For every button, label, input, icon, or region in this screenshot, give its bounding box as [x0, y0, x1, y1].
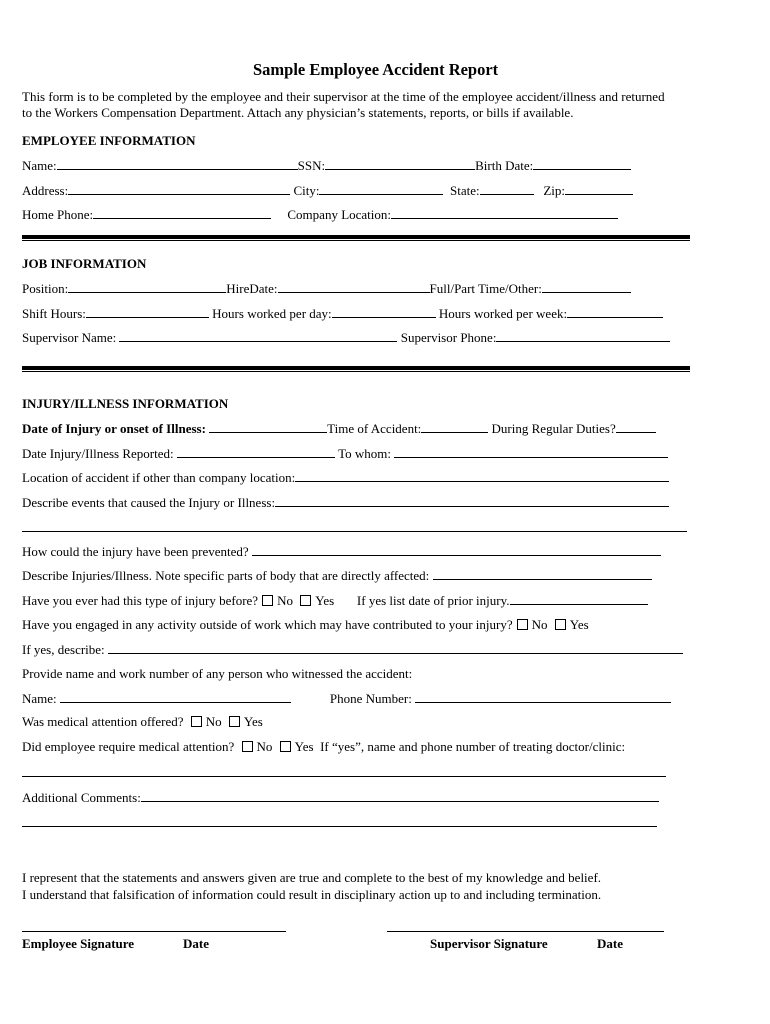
supervisor-signature-line[interactable]: [387, 931, 664, 932]
hours-day-field[interactable]: [332, 305, 436, 318]
job-row-3: [22, 329, 670, 346]
describe-injuries-label: Describe Injuries/Illness. Note specific parts of body that are directly affected:: [22, 568, 430, 583]
name-field[interactable]: [57, 157, 298, 170]
injury-row-had-before: [22, 592, 648, 609]
describe-events-line-2[interactable]: [22, 531, 687, 532]
date-injury-label: Date of Injury or onset of Illness:: [22, 421, 206, 436]
intro-line-1: This form is to be completed by the employee and their supervisor at the time of the employee accident/illness and returned: [22, 89, 665, 104]
date-reported-label: Date Injury/Illness Reported:: [22, 446, 174, 461]
page-title: Sample Employee Accident Report: [253, 60, 499, 79]
employee-signature-label: Employee Signature: [22, 936, 135, 951]
prevented-field[interactable]: [252, 543, 661, 556]
injury-row-prevented: [22, 543, 661, 560]
home-phone-label: Home Phone:: [22, 207, 94, 222]
witness-intro: Provide name and work number of any person who witnessed the accident:: [22, 666, 413, 681]
doctor-info-label: If “yes”, name and phone number of treating doctor/clinic:: [320, 739, 626, 754]
time-accident-label: Time of Accident:: [327, 421, 422, 436]
city-label: City:: [293, 183, 320, 198]
hours-day-label: Hours worked per day:: [212, 306, 332, 321]
location-label: Location of accident if other than company location:: [22, 470, 296, 485]
to-whom-label: To whom:: [338, 446, 392, 461]
supervisor-name-field[interactable]: [119, 329, 397, 342]
supervisor-name-label: Supervisor Name:: [22, 330, 117, 345]
full-part-field[interactable]: [542, 280, 631, 293]
if-yes-describe-field[interactable]: [108, 641, 683, 654]
date-injury-field[interactable]: [209, 420, 327, 433]
full-part-label: Full/Part Time/Other:: [429, 281, 542, 296]
medical-required-label: Did employee require medical attention?: [22, 739, 235, 754]
home-phone-field[interactable]: [93, 206, 271, 219]
employee-section-heading: EMPLOYEE INFORMATION: [22, 133, 196, 148]
address-field[interactable]: [68, 182, 290, 195]
additional-comments-label: Additional Comments:: [22, 790, 141, 805]
supervisor-phone-field[interactable]: [496, 329, 670, 342]
had-before-yes-label: Yes: [315, 593, 335, 608]
supervisor-date-label: Date: [597, 936, 623, 951]
additional-comments-field[interactable]: [141, 789, 659, 802]
medical-offered-row: [22, 714, 263, 730]
medical-offered-yes-label: Yes: [243, 714, 263, 729]
medical-required-no-label: No: [256, 739, 273, 754]
employee-signature-line[interactable]: [22, 931, 286, 932]
employee-row-2: [22, 182, 633, 199]
medical-offered-no-label: No: [205, 714, 222, 729]
hours-week-label: Hours worked per week:: [438, 306, 568, 321]
during-duties-label: During Regular Duties?: [491, 421, 616, 436]
additional-comments-row: [22, 789, 659, 806]
had-before-yes-checkbox[interactable]: [300, 595, 311, 606]
time-accident-field[interactable]: [421, 420, 488, 433]
prevented-label: How could the injury have been prevented?: [22, 544, 249, 559]
job-row-2: [22, 305, 663, 322]
injury-row-reported: [22, 445, 668, 462]
location-field[interactable]: [295, 469, 669, 482]
certification-line-2: I understand that falsification of information could result in disciplinary action up to and including termination.: [22, 887, 602, 902]
address-label: Address:: [22, 183, 69, 198]
phone-number-label: Phone Number:: [329, 691, 412, 706]
had-before-no-label: No: [277, 593, 293, 608]
prior-date-label: If yes list date of prior injury.: [356, 593, 510, 608]
employee-row-1: [22, 157, 631, 174]
medical-required-yes-checkbox[interactable]: [280, 741, 291, 752]
injury-row-describe: [22, 567, 652, 584]
medical-offered-yes-checkbox[interactable]: [229, 716, 240, 727]
medical-required-no-checkbox[interactable]: [242, 741, 253, 752]
hours-week-field[interactable]: [567, 305, 663, 318]
date-reported-field[interactable]: [177, 445, 335, 458]
section-divider-2: [22, 366, 690, 372]
medical-required-row: [22, 739, 625, 755]
outside-activity-yes-label: Yes: [569, 617, 589, 632]
ssn-label: SSN:: [297, 158, 326, 173]
outside-activity-yes-checkbox[interactable]: [555, 619, 566, 630]
injury-row-date: [22, 420, 656, 437]
medical-offered-label: Was medical attention offered?: [22, 714, 184, 729]
additional-comments-line-2[interactable]: [22, 826, 657, 827]
hire-date-field[interactable]: [278, 280, 430, 293]
outside-activity-label: Have you engaged in any activity outside of work which may have contributed to your injury?: [22, 617, 513, 632]
company-location-label: Company Location:: [287, 207, 392, 222]
intro-line-2: to the Workers Compensation Department. Attach any physician’s statements, reports, or bills if available.: [22, 105, 574, 120]
describe-injuries-field[interactable]: [433, 567, 652, 580]
witness-name-label: Name:: [22, 691, 57, 706]
hire-date-label: HireDate:: [226, 281, 278, 296]
outside-activity-no-label: No: [531, 617, 548, 632]
if-yes-describe-label: If yes, describe:: [22, 642, 105, 657]
company-location-field[interactable]: [391, 206, 618, 219]
supervisor-signature-label: Supervisor Signature: [430, 936, 548, 951]
witness-row: [22, 690, 671, 707]
position-label: Position:: [22, 281, 69, 296]
city-field[interactable]: [319, 182, 443, 195]
medical-offered-no-checkbox[interactable]: [191, 716, 202, 727]
state-label: State:: [449, 183, 480, 198]
during-duties-field[interactable]: [616, 420, 656, 433]
injury-row-outside: [22, 617, 589, 633]
prior-date-field[interactable]: [510, 592, 648, 605]
position-field[interactable]: [68, 280, 226, 293]
job-row-1: [22, 280, 631, 297]
had-before-label: Have you ever had this type of injury before?: [22, 593, 259, 608]
shift-hours-field[interactable]: [86, 305, 209, 318]
shift-hours-label: Shift Hours:: [22, 306, 86, 321]
job-section-heading: JOB INFORMATION: [22, 256, 147, 271]
describe-events-field[interactable]: [275, 494, 669, 507]
injury-row-location: [22, 469, 669, 486]
name-label: Name:: [22, 158, 57, 173]
zip-field[interactable]: [565, 182, 633, 195]
to-whom-field[interactable]: [394, 445, 668, 458]
injury-row-events: [22, 494, 669, 511]
medical-required-yes-label: Yes: [294, 739, 314, 754]
birth-date-field[interactable]: [533, 157, 631, 170]
injury-row-if-yes: [22, 641, 683, 658]
section-divider-1: [22, 235, 690, 241]
describe-events-label: Describe events that caused the Injury or Illness:: [22, 495, 276, 510]
doctor-info-line[interactable]: [22, 776, 666, 777]
employee-date-label: Date: [183, 936, 209, 951]
outside-activity-no-checkbox[interactable]: [517, 619, 528, 630]
certification-line-1: I represent that the statements and answers given are true and complete to the best of my knowledge and belief.: [22, 870, 602, 885]
ssn-field[interactable]: [325, 157, 475, 170]
witness-name-field[interactable]: [60, 690, 291, 703]
employee-row-3: [22, 206, 618, 223]
zip-label: Zip:: [543, 183, 566, 198]
state-field[interactable]: [480, 182, 534, 195]
phone-number-field[interactable]: [415, 690, 671, 703]
injury-section-heading: INJURY/ILLNESS INFORMATION: [22, 396, 229, 411]
supervisor-phone-label: Supervisor Phone:: [400, 330, 497, 345]
birth-date-label: Birth Date:: [475, 158, 534, 173]
had-before-no-checkbox[interactable]: [262, 595, 273, 606]
